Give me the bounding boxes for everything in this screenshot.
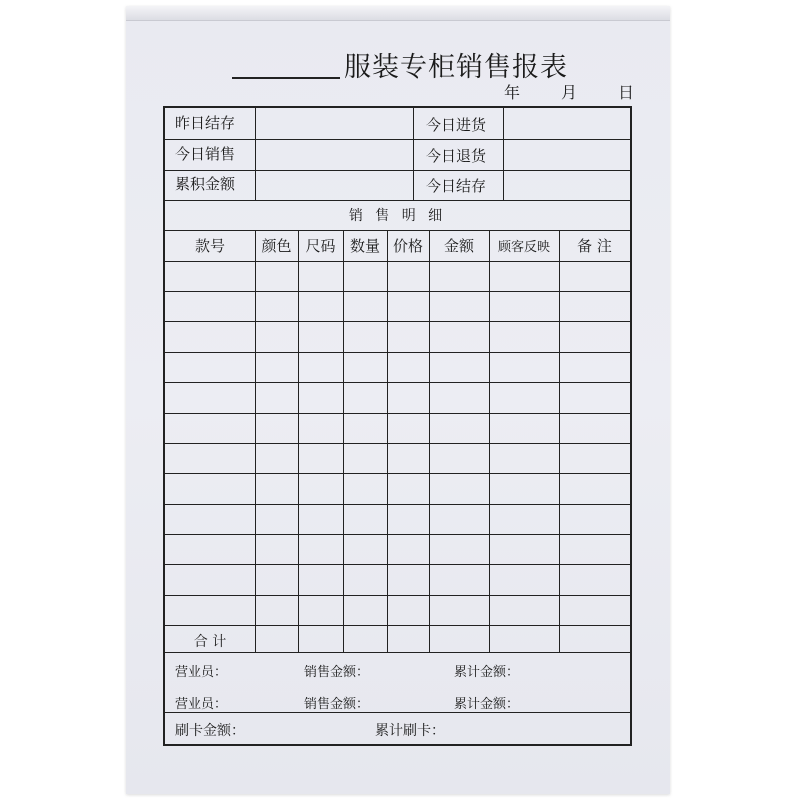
- label-today-sales: 今日销售: [175, 145, 236, 163]
- row-divider: [165, 595, 630, 596]
- col-header-price: 价格: [392, 237, 423, 255]
- col-header-quantity: 数量: [349, 237, 380, 255]
- col-header-size: 尺码: [305, 237, 336, 255]
- col-divider: [387, 230, 388, 652]
- footer-card-amount: 刷卡金额：: [175, 723, 245, 739]
- store-name-blank: [232, 77, 340, 79]
- col-header-amount: 金额: [443, 237, 474, 255]
- col-header-customer-feedback: 顾客反映: [497, 240, 550, 255]
- footer-clerk-1: 营业员：: [175, 665, 228, 680]
- row-divider: [165, 652, 630, 653]
- col-divider: [298, 230, 299, 652]
- col-divider: [489, 230, 490, 652]
- footer-clerk-2: 营业员：: [175, 697, 228, 712]
- row-divider: [165, 712, 630, 713]
- row-divider: [165, 170, 630, 171]
- col-divider: [429, 230, 430, 652]
- row-divider: [165, 443, 630, 444]
- row-divider: [165, 139, 630, 140]
- col-header-style-no: 款号: [194, 237, 225, 255]
- pad-binding: [126, 6, 670, 21]
- sales-report-form: [163, 106, 632, 746]
- col-divider: [413, 108, 414, 200]
- label-today-balance: 今日结存: [426, 177, 487, 195]
- footer-sales-amount-2: 销售金额：: [304, 697, 370, 712]
- row-divider: [165, 413, 630, 414]
- col-divider: [559, 230, 560, 652]
- row-divider: [165, 382, 630, 383]
- footer-sales-amount-1: 销售金额：: [304, 665, 370, 680]
- row-divider: [165, 291, 630, 292]
- row-divider: [165, 230, 630, 231]
- row-divider: [165, 321, 630, 322]
- col-header-color: 颜色: [261, 237, 292, 255]
- row-divider: [165, 473, 630, 474]
- date-month: 月: [561, 83, 578, 102]
- date-day: 日: [618, 83, 635, 102]
- row-divider: [165, 534, 630, 535]
- total-label: 合 计: [193, 634, 227, 650]
- form-title: 服装专柜销售报表: [344, 52, 568, 83]
- col-divider: [343, 230, 344, 652]
- details-section-title: 销 售 明 细: [348, 208, 447, 224]
- label-cumulative-amount: 累积金额: [175, 175, 236, 193]
- row-divider: [165, 261, 630, 262]
- label-today-purchase: 今日进货: [426, 116, 487, 134]
- footer-cumulative-card: 累计刷卡：: [375, 723, 445, 739]
- row-divider: [165, 504, 630, 505]
- col-divider: [255, 108, 256, 200]
- col-divider: [255, 230, 256, 652]
- col-header-remarks: 备 注: [577, 237, 612, 255]
- date-year: 年: [504, 83, 521, 102]
- row-divider: [165, 625, 630, 626]
- col-divider: [503, 108, 504, 200]
- row-divider: [165, 564, 630, 565]
- row-divider: [165, 352, 630, 353]
- footer-cumulative-total-1: 累计金额：: [454, 665, 520, 680]
- label-today-return: 今日退货: [426, 147, 487, 165]
- footer-cumulative-total-2: 累计金额：: [454, 697, 520, 712]
- row-divider: [165, 200, 630, 201]
- label-yesterday-balance: 昨日结存: [175, 114, 236, 132]
